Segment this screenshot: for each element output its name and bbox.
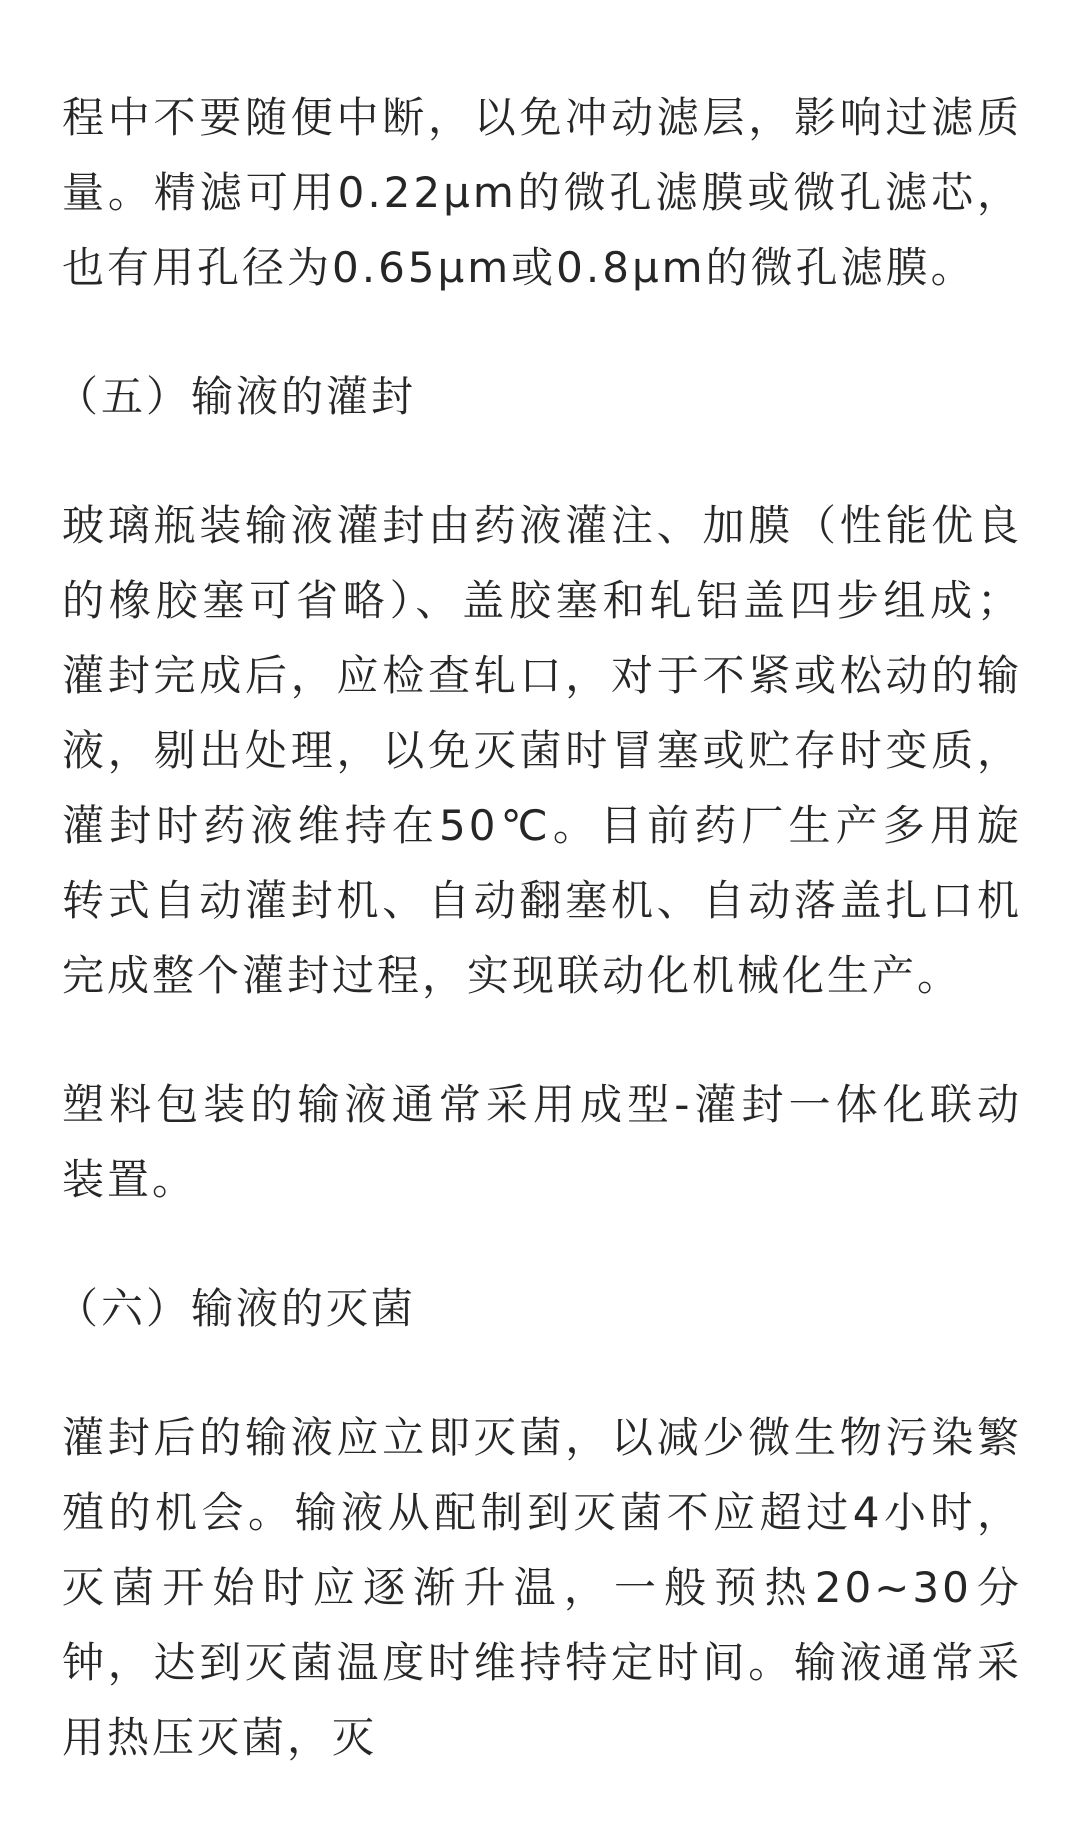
paragraph-glass-bottle-filling: 玻璃瓶装输液灌封由药液灌注、加膜（性能优良的橡胶塞可省略）、盖胶塞和轧铝盖四步组成；灌封完成后，应检查轧口，对于不紧或松动的输液，剔出处理，以免灭菌时冒塞或贮存时变质，灌封时药液维持在50℃。目前药厂生产多用旋转式自动灌封机、自动翻塞机、自动落盖扎口机完成整个灌封过程，实现联动化机械化生产。: [62, 501, 1022, 1000]
paragraph-filtration: 程中不要随便中断，以免冲动滤层，影响过滤质量。精滤可用0.22μm的微孔滤膜或微孔滤芯，也有用孔径为0.65μm或0.8μm的微孔滤膜。: [62, 93, 1022, 292]
section-heading-filling-sealing: （五）输液的灌封: [56, 372, 417, 421]
section-heading-sterilization: （六）输液的灭菌: [56, 1284, 417, 1333]
paragraph-plastic-packaging: 塑料包装的输液通常采用成型-灌封一体化联动装置。: [62, 1080, 1022, 1204]
paragraph-sterilization: 灌封后的输液应立即灭菌，以减少微生物污染繁殖的机会。输液从配制到灭菌不应超过4小时，灭菌开始时应逐渐升温，一般预热20~30分钟，达到灭菌温度时维持特定时间。输液通常采用热压灭菌，灭: [62, 1413, 1022, 1762]
article-body: [56, 80, 1022, 1829]
